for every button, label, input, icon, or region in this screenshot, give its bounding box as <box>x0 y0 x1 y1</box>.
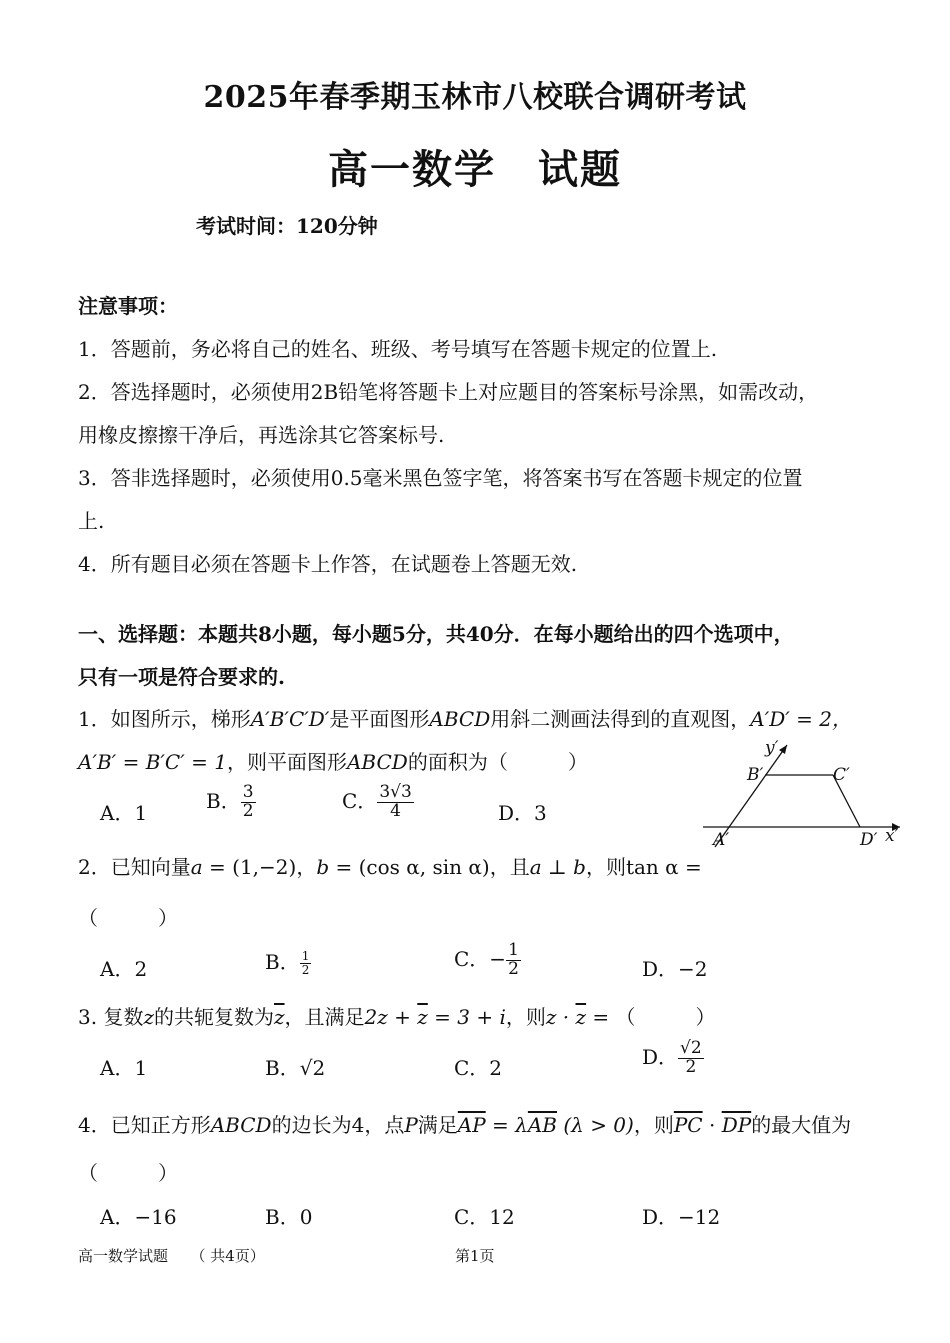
q2-stem: 2．已知向量a = (1,−2)，b = (cos α, sin α)，且a ⊥ b，则tan α = <box>78 855 702 879</box>
section1-heading: 一、选择题：本题共8小题，每小题5分，共40分．在每小题给出的四个选项中， <box>78 622 794 646</box>
note-item-2-cont: 用橡皮擦擦干净后，再选涂其它答案标号. <box>78 423 445 447</box>
q3-option-a: A．1 <box>100 1056 148 1080</box>
q1-stem-cont: A′B′ = B′C′ = 1，则平面图形ABCD的面积为（ ） <box>78 750 588 774</box>
vertex-label-a: A′ <box>713 830 730 850</box>
note-item-3: 3．答非选择题时，必须使用0.5毫米黑色签字笔，将答案书写在答题卡规定的位置 <box>78 466 803 490</box>
exam-time: 考试时间：120分钟 <box>196 214 378 238</box>
q2-option-c: C．− $\frac{1}{2}$ <box>454 940 519 979</box>
vertex-label-b: B′ <box>747 765 764 785</box>
q1-option-c: C． $\frac{3√3}{4}$ <box>342 782 412 821</box>
q4-option-c: C．12 <box>454 1205 515 1229</box>
q4-option-d: D．−12 <box>642 1205 721 1229</box>
q1-stem: 1．如图所示，梯形A′B′C′D′是平面图形ABCD用斜二测画法得到的直观图，A′D′ = 2， <box>78 707 853 731</box>
q1-option-b: B． $\frac{3}{2}$ <box>206 782 254 821</box>
note-item-3-cont: 上. <box>78 509 105 533</box>
q2-option-d: D．−2 <box>642 957 708 981</box>
q4-answer-paren: （ ） <box>78 1161 178 1185</box>
q3-option-b: B．√2 <box>265 1056 326 1080</box>
trapezoid-figure <box>695 735 910 855</box>
vertex-label-c: C′ <box>833 765 850 785</box>
q1-option-d: D．3 <box>498 801 547 825</box>
note-item-1: 1．答题前，务必将自己的姓名、班级、考号填写在答题卡规定的位置上. <box>78 337 718 361</box>
notes-title: 注意事项： <box>78 294 178 318</box>
q2-option-b: B． $\frac{1}{2}$ <box>265 949 310 977</box>
q3-option-d: D． $\frac{√2}{2}$ <box>642 1038 702 1077</box>
footer-left: 高一数学试题 （ 共4页） <box>78 1247 265 1265</box>
vertex-label-d: D′ <box>860 830 878 850</box>
q4-option-b: B．0 <box>265 1205 313 1229</box>
q3-option-c: C．2 <box>454 1056 503 1080</box>
exam-title: 2025年春季期玉林市八校联合调研考试 <box>203 80 747 115</box>
q3-stem: 3. 复数z的共轭复数为$\overline{z}$，且满足$2z + \overline{z} = 3 + i$，则$z \cdot \overline{z}$ = （ ） <box>78 1005 716 1029</box>
q4-stem: 4．已知正方形ABCD的边长为4，点P满足$\overline{AP} = \lambda\overline{AB}$ (λ > 0)，则$\overline{PC} \cdot \overline{DP}$的最大值为 <box>78 1113 852 1137</box>
section1-heading-cont: 只有一项是符合要求的. <box>78 665 285 689</box>
axis-label-y: y′ <box>765 738 779 758</box>
q2-option-a: A．2 <box>100 957 148 981</box>
exam-subtitle: 高一数学 试题 <box>328 146 622 193</box>
q4-option-a: A．−16 <box>100 1205 177 1229</box>
q2-answer-paren: （ ） <box>78 906 178 930</box>
q1-option-a: A．1 <box>100 801 148 825</box>
note-item-4: 4．所有题目必须在答题卡上作答，在试题卷上答题无效. <box>78 552 578 576</box>
axis-label-x: x′ <box>885 826 899 846</box>
note-item-2: 2．答选择题时，必须使用2B铅笔将答题卡上对应题目的答案标号涂黑，如需改动， <box>78 380 819 404</box>
footer-page-number: 第1页 <box>455 1247 495 1265</box>
